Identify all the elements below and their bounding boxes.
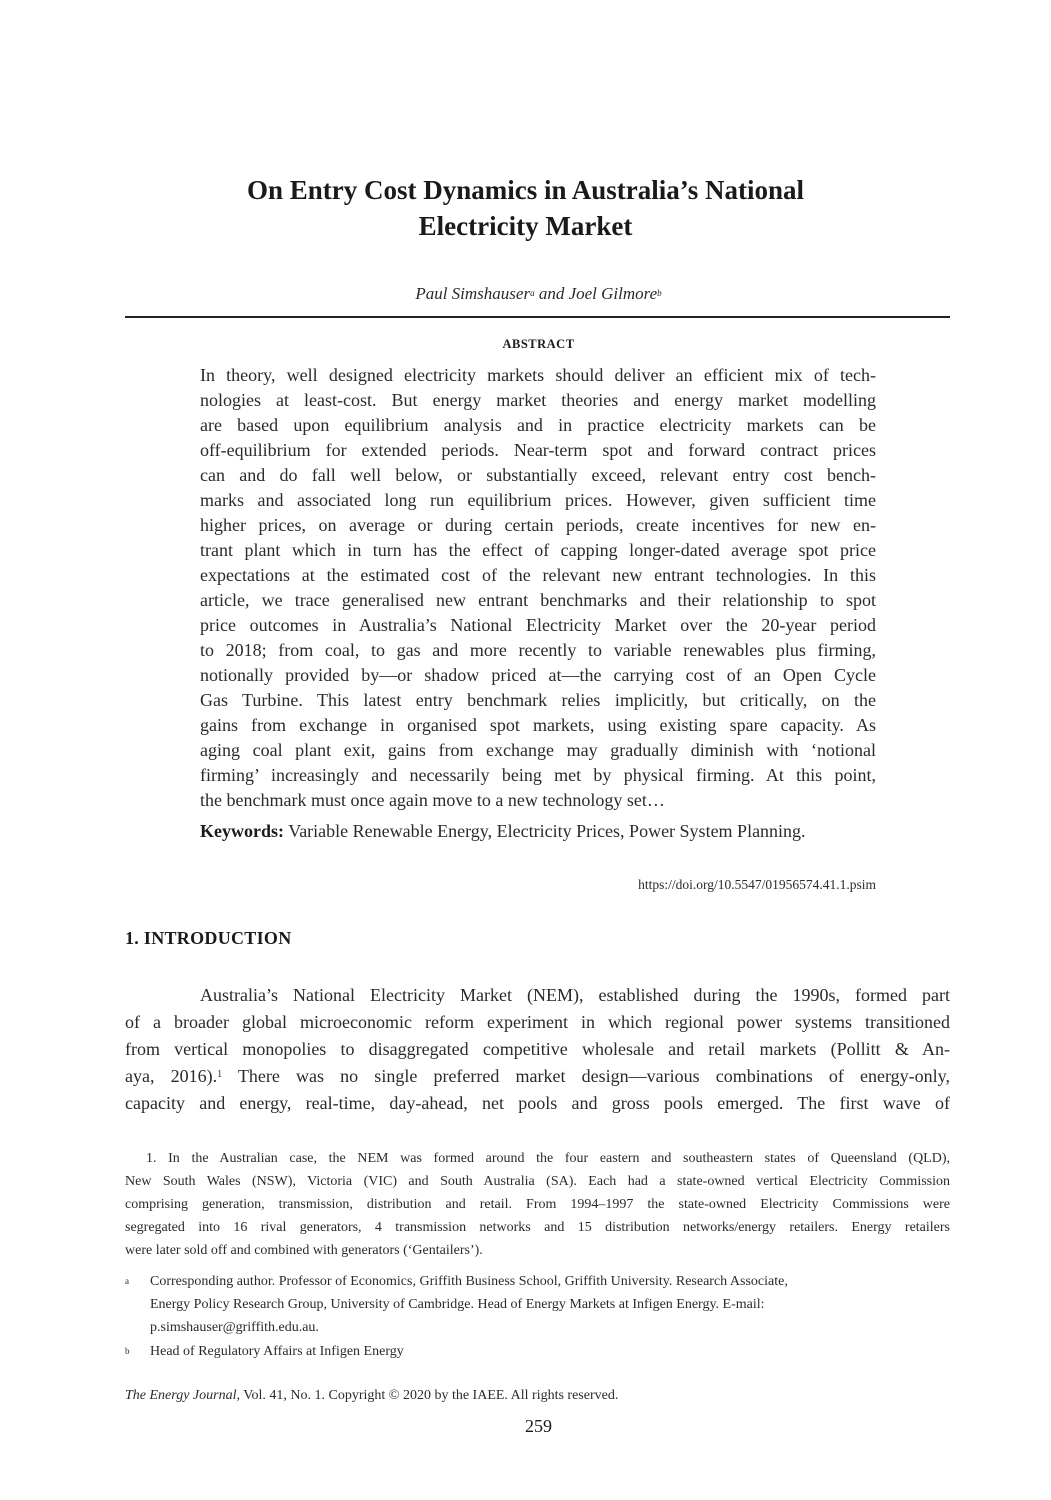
abstract-line: nologies at least-cost. But energy market theories and energy market modelling <box>200 390 876 410</box>
body-line: Australia’s National Electricity Market (NEM), established during the 1990s, formed part <box>200 985 950 1005</box>
abstract-line: higher prices, on average or during certain periods, create incentives for new en- <box>200 515 876 535</box>
abstract-heading: ABSTRACT <box>502 337 575 351</box>
author-conjunction: and <box>534 284 569 303</box>
body-line <box>125 1063 950 1090</box>
abstract-line: notionally provided by—or shadow priced at—the carrying cost of an Open Cycle <box>200 665 876 685</box>
header-rule <box>125 316 950 318</box>
affiliation-line: Corresponding author. Professor of Economics, Griffith Business School, Griffith University. Research Associate, <box>150 1274 788 1289</box>
journal-citation <box>125 1388 618 1404</box>
journal-details: , Vol. 41, No. 1. Copyright © 2020 by the IAEE. All rights reserved. <box>236 1388 619 1403</box>
abstract-line: off-equilibrium for extended periods. Near-term spot and forward contract prices <box>200 440 876 460</box>
abstract-line: can and do fall well below, or substantially exceed, relevant entry cost bench- <box>200 465 876 485</box>
journal-name: The Energy Journal <box>125 1388 237 1403</box>
abstract-line: marks and associated long run equilibrium prices. However, given sufficient time <box>200 490 876 510</box>
section-heading: 1. INTRODUCTION <box>125 928 292 948</box>
abstract-line: price outcomes in Australia’s National Electricity Market over the 20-year period <box>200 615 876 635</box>
author-name: Joel Gilmore <box>568 284 658 303</box>
footnote-line: were later sold off and combined with generators (‘Gentailers’). <box>125 1243 483 1258</box>
abstract-line: In theory, well designed electricity markets should deliver an efficient mix of tech- <box>200 365 876 385</box>
footnote-line: New South Wales (NSW), Victoria (VIC) and South Australia (SA). Each had a state-owned vertical Electricity Commission <box>125 1174 950 1189</box>
footnote-line: comprising generation, transmission, distribution and retail. From 1994–1997 the state-owned Electricity Commissions were <box>125 1197 950 1212</box>
body-line: from vertical monopolies to disaggregated competitive wholesale and retail markets (Pollitt & An- <box>125 1039 950 1059</box>
abstract-line: article, we trace generalised new entrant benchmarks and their relationship to spot <box>200 590 876 610</box>
doi-link[interactable]: https://doi.org/10.5547/01956574.41.1.psim <box>638 877 876 892</box>
keywords-label: Keywords: <box>200 821 284 841</box>
body-line: capacity and energy, real-time, day-ahead, net pools and gross pools emerged. The first wave of <box>125 1093 950 1113</box>
affiliation-marker: a <box>125 1276 129 1286</box>
body-text-segment: aya, 2016). <box>125 1066 218 1086</box>
introduction-body <box>125 982 950 1117</box>
page-number: 259 <box>525 1416 552 1436</box>
abstract-line: gains from exchange in organised spot markets, using existing spare capacity. As <box>200 715 876 735</box>
body-line: of a broader global microeconomic reform experiment in which regional power systems transitioned <box>125 1012 950 1032</box>
affiliation-text <box>150 1340 404 1363</box>
abstract-body <box>200 363 876 813</box>
footnote-line: segregated into 16 rival generators, 4 transmission networks and 15 distribution networks/energy retailers. Energy retailers <box>125 1220 950 1235</box>
affiliation-marker: b <box>125 1346 130 1356</box>
footnote-line: 1. In the Australian case, the NEM was formed around the four eastern and southeastern states of Queensland (QLD), <box>146 1151 950 1166</box>
affiliation-line: p.simshauser@griffith.edu.au. <box>150 1320 319 1335</box>
abstract-line: firming’ increasingly and necessarily being met by physical firming. At this point, <box>200 765 876 785</box>
abstract-line: trant plant which in turn has the effect of capping longer-dated average spot price <box>200 540 876 560</box>
paper-title <box>0 172 1051 244</box>
abstract-line: Gas Turbine. This latest entry benchmark relies implicitly, but critically, on the <box>200 690 876 710</box>
abstract-line: aging coal plant exit, gains from exchange may gradually diminish with ‘notional <box>200 740 876 760</box>
title-line-1: On Entry Cost Dynamics in Australia’s National <box>246 175 805 205</box>
author-name: Paul Simshauser <box>415 284 531 303</box>
footnote-1 <box>125 1147 950 1262</box>
abstract-line: to 2018; from coal, to gas and more recently to variable renewables plus firming, <box>200 640 876 660</box>
footnote-ref[interactable]: 1 <box>217 1069 223 1080</box>
body-text-segment: There was no single preferred market design—various combinations of energy-only, <box>222 1066 950 1086</box>
keywords <box>200 819 876 844</box>
keywords-text: Variable Renewable Energy, Electricity Prices, Power System Planning. <box>288 821 806 841</box>
affiliation-line: Energy Policy Research Group, University of Cambridge. Head of Energy Markets at Infigen Energy. E-mail: <box>150 1297 765 1312</box>
affiliation-text <box>150 1270 788 1339</box>
abstract-line: expectations at the estimated cost of the relevant new entrant technologies. In this <box>200 565 876 585</box>
abstract-line: are based upon equilibrium analysis and in practice electricity markets can be <box>200 415 876 435</box>
affiliation-line: Head of Regulatory Affairs at Infigen Energy <box>150 1344 404 1359</box>
abstract-line: the benchmark must once again move to a new technology set… <box>200 790 665 810</box>
affiliation-mark: b <box>657 288 662 298</box>
title-line-2: Electricity Market <box>418 211 633 241</box>
author-list <box>0 283 1051 305</box>
affiliation-mark: a <box>530 288 535 298</box>
